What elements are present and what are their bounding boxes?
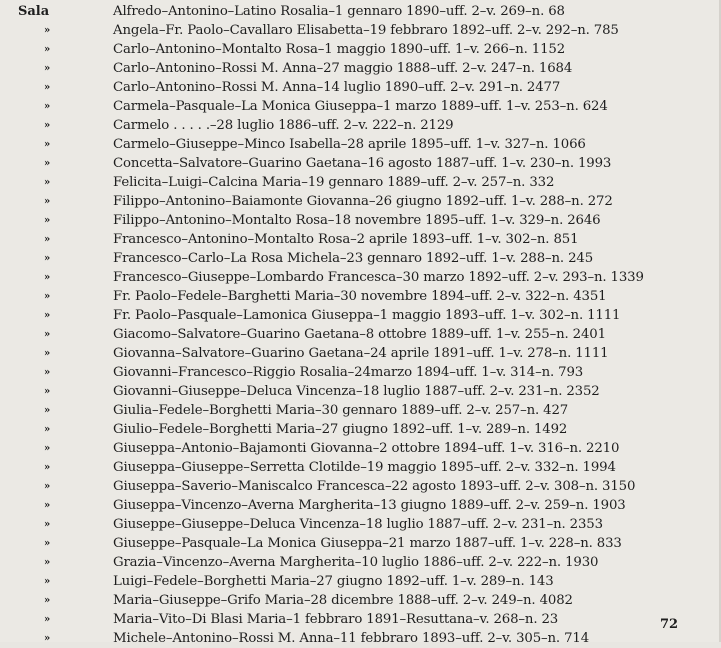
entry-text: Carlo–Antonino–Montalto Rosa–1 maggio 1890–uff. 1–v. 266–n. 1152 bbox=[113, 42, 565, 57]
list-item bbox=[0, 420, 721, 439]
entry-text: Filippo–Antonino–Baiamonte Giovanna–26 giugno 1892–uff. 1–v. 288–n. 272 bbox=[113, 194, 613, 209]
ditto-mark: » bbox=[44, 310, 51, 321]
entry-text: Fr. Paolo–Fedele–Barghetti Maria–30 novembre 1894–uff. 2–v. 322–n. 4351 bbox=[113, 289, 607, 304]
list-item bbox=[0, 173, 721, 192]
entry-text: Fr. Paolo–Pasquale–Lamonica Giuseppa–1 maggio 1893–uff. 1–v. 302–n. 1111 bbox=[113, 308, 621, 323]
entry-text: Giovanna–Salvatore–Guarino Gaetana–24 aprile 1891–uff. 1–v. 278–n. 1111 bbox=[113, 346, 609, 361]
ditto-mark: » bbox=[44, 367, 51, 378]
ditto-mark: » bbox=[44, 101, 51, 112]
ditto-mark: » bbox=[44, 424, 51, 435]
list-item bbox=[0, 40, 721, 59]
list-item bbox=[0, 629, 721, 648]
list-item bbox=[0, 401, 721, 420]
entry-text: Giacomo–Salvatore–Guarino Gaetana–8 ottobre 1889–uff. 1–v. 255–n. 2401 bbox=[113, 327, 606, 342]
ditto-mark: » bbox=[44, 538, 51, 549]
entry-text: Giuseppa–Vincenzo–Averna Margherita–13 giugno 1889–uff. 2–v. 259–n. 1903 bbox=[113, 498, 626, 513]
list-item bbox=[0, 116, 721, 135]
ditto-mark: » bbox=[44, 405, 51, 416]
entry-text: Giuseppe–Pasquale–La Monica Giuseppa–21 marzo 1887–uff. 1–v. 228–n. 833 bbox=[113, 536, 622, 551]
ditto-mark: » bbox=[44, 291, 51, 302]
entry-text: Francesco–Giuseppe–Lombardo Francesca–30 marzo 1892–uff. 2–v. 293–n. 1339 bbox=[113, 270, 644, 285]
ditto-mark: » bbox=[44, 272, 51, 283]
list-item bbox=[0, 211, 721, 230]
list-item bbox=[0, 78, 721, 97]
ditto-mark: » bbox=[44, 481, 51, 492]
ditto-mark: » bbox=[44, 348, 51, 359]
ditto-mark: » bbox=[44, 329, 51, 340]
list-item bbox=[0, 135, 721, 154]
list-item bbox=[0, 325, 721, 344]
list-item bbox=[0, 591, 721, 610]
entry-text: Felicita–Luigi–Calcina Maria–19 gennaro 1889–uff. 2–v. 257–n. 332 bbox=[113, 175, 555, 190]
entry-text: Luigi–Fedele–Borghetti Maria–27 giugno 1892–uff. 1–v. 289–n. 143 bbox=[113, 574, 554, 589]
list-item bbox=[0, 553, 721, 572]
entry-text: Giuseppa–Antonio–Bajamonti Giovanna–2 ottobre 1894–uff. 1–v. 316–n. 2210 bbox=[113, 441, 620, 456]
list-item bbox=[0, 458, 721, 477]
list-item bbox=[0, 230, 721, 249]
entry-text: Giovanni–Francesco–Riggio Rosalia–24marzo 1894–uff. 1–v. 314–n. 793 bbox=[113, 365, 584, 380]
ditto-mark: » bbox=[44, 139, 51, 150]
ditto-mark: » bbox=[44, 633, 51, 644]
entry-text: Francesco–Antonino–Montalto Rosa–2 aprile 1893–uff. 1–v. 302–n. 851 bbox=[113, 232, 579, 247]
list-item bbox=[0, 496, 721, 515]
ditto-mark: » bbox=[44, 595, 51, 606]
list-item bbox=[0, 477, 721, 496]
ditto-mark: » bbox=[44, 614, 51, 625]
list-item bbox=[0, 2, 721, 21]
list-item bbox=[0, 306, 721, 325]
entry-text: Filippo–Antonino–Montalto Rosa–18 novembre 1895–uff. 1–v. 329–n. 2646 bbox=[113, 213, 601, 228]
entry-text: Alfredo–Antonino–Latino Rosalia–1 gennaro 1890–uff. 2–v. 269–n. 68 bbox=[113, 4, 565, 19]
ditto-mark: » bbox=[44, 234, 51, 245]
ditto-mark: » bbox=[44, 44, 51, 55]
entry-text: Maria–Vito–Di Blasi Maria–1 febbraro 1891–Resuttana–v. 268–n. 23 bbox=[113, 612, 559, 627]
list-item bbox=[0, 344, 721, 363]
entry-text: Maria–Giuseppe–Grifo Maria–28 dicembre 1888–uff. 2–v. 249–n. 4082 bbox=[113, 593, 573, 608]
ditto-mark: » bbox=[44, 557, 51, 568]
entry-text: Angela–Fr. Paolo–Cavallaro Elisabetta–19 febbraro 1892–uff. 2–v. 292–n. 785 bbox=[113, 23, 619, 38]
ditto-mark: » bbox=[44, 25, 51, 36]
entry-text: Giuseppe–Giuseppe–Deluca Vincenza–18 luglio 1887–uff. 2–v. 231–n. 2353 bbox=[113, 517, 603, 532]
entry-text: Giulio–Fedele–Borghetti Maria–27 giugno 1892–uff. 1–v. 289–n. 1492 bbox=[113, 422, 568, 437]
list-item bbox=[0, 97, 721, 116]
ditto-mark: » bbox=[44, 443, 51, 454]
page-number: 72 bbox=[660, 617, 679, 632]
list-item bbox=[0, 382, 721, 401]
list-item bbox=[0, 572, 721, 591]
list-item bbox=[0, 268, 721, 287]
entry-list bbox=[0, 2, 721, 648]
entry-text: Giulia–Fedele–Borghetti Maria–30 gennaro 1889–uff. 2–v. 257–n. 427 bbox=[113, 403, 569, 418]
entry-text: Francesco–Carlo–La Rosa Michela–23 gennaro 1892–uff. 1–v. 288–n. 245 bbox=[113, 251, 593, 266]
list-item bbox=[0, 154, 721, 173]
entry-text: Carmela–Pasquale–La Monica Giuseppa–1 marzo 1889–uff. 1–v. 253–n. 624 bbox=[113, 99, 608, 114]
list-item bbox=[0, 249, 721, 268]
entry-text: Concetta–Salvatore–Guarino Gaetana–16 agosto 1887–uff. 1–v. 230–n. 1993 bbox=[113, 156, 612, 171]
ditto-mark: » bbox=[44, 63, 51, 74]
ditto-mark: » bbox=[44, 386, 51, 397]
entry-text: Carmelo . . . . .–28 luglio 1886–uff. 2–v. 222–n. 2129 bbox=[113, 118, 454, 133]
entry-text: Giuseppa–Saverio–Maniscalco Francesca–22 agosto 1893–uff. 2–v. 308–n. 3150 bbox=[113, 479, 636, 494]
ditto-mark: » bbox=[44, 158, 51, 169]
list-item bbox=[0, 534, 721, 553]
list-item bbox=[0, 610, 721, 629]
list-item bbox=[0, 21, 721, 40]
ditto-mark: » bbox=[44, 253, 51, 264]
entry-text: Giuseppa–Giuseppe–Serretta Clotilde–19 maggio 1895–uff. 2–v. 332–n. 1994 bbox=[113, 460, 616, 475]
list-item bbox=[0, 59, 721, 78]
ditto-mark: » bbox=[44, 519, 51, 530]
ditto-mark: » bbox=[44, 82, 51, 93]
entry-text: Carlo–Antonino–Rossi M. Anna–14 luglio 1890–uff. 2–v. 291–n. 2477 bbox=[113, 80, 561, 95]
ditto-mark: » bbox=[44, 215, 51, 226]
list-item bbox=[0, 287, 721, 306]
entry-text: Michele–Antonino–Rossi M. Anna–11 febbraro 1893–uff. 2–v. 305–n. 714 bbox=[113, 631, 590, 646]
ditto-mark: » bbox=[44, 177, 51, 188]
ditto-mark: » bbox=[44, 500, 51, 511]
ditto-mark: » bbox=[44, 462, 51, 473]
ditto-mark: » bbox=[44, 576, 51, 587]
surname-heading: Sala bbox=[18, 4, 50, 19]
list-item bbox=[0, 439, 721, 458]
entry-text: Carlo–Antonino–Rossi M. Anna–27 maggio 1888–uff. 2–v. 247–n. 1684 bbox=[113, 61, 573, 76]
ditto-mark: » bbox=[44, 120, 51, 131]
entry-text: Grazia–Vincenzo–Averna Margherita–10 luglio 1886–uff. 2–v. 222–n. 1930 bbox=[113, 555, 599, 570]
ditto-mark: » bbox=[44, 196, 51, 207]
list-item bbox=[0, 192, 721, 211]
list-item bbox=[0, 363, 721, 382]
entry-text: Carmelo–Giuseppe–Minco Isabella–28 aprile 1895–uff. 1–v. 327–n. 1066 bbox=[113, 137, 586, 152]
entry-text: Giovanni–Giuseppe–Deluca Vincenza–18 luglio 1887–uff. 2–v. 231–n. 2352 bbox=[113, 384, 600, 399]
list-item bbox=[0, 515, 721, 534]
